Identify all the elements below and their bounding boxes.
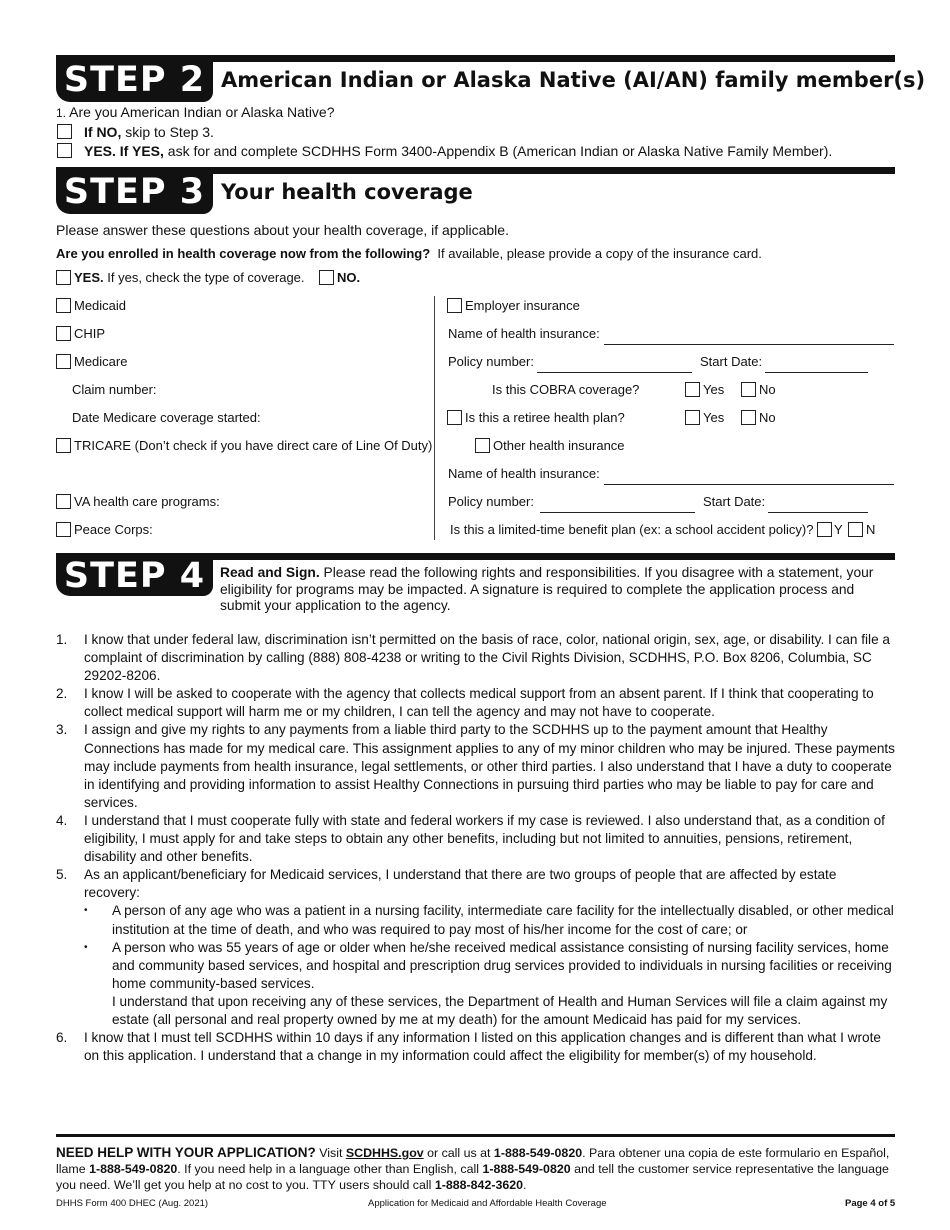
retiree-yes-label: Yes	[703, 410, 725, 425]
step2-title: American Indian or Alaska Native (AI/AN) family member(s)	[221, 68, 926, 92]
rights-list	[56, 631, 896, 1065]
coverage-yes-checkbox[interactable]	[56, 270, 71, 285]
limited-yes-checkbox[interactable]	[817, 522, 832, 537]
rights-item-1: 1. I know that under federal law, discrimination isn’t permitted on the basis of race, color, national origin, sex, age, or disability. I can file a complaint of discrimination by calling (888) 808-4238 or writing to the Civil Rights Division, SCDHHS, P.O. Box 8206, Columbia, SC 29202-8206.	[56, 632, 890, 684]
employer-label: Employer insurance	[465, 298, 580, 313]
chip-label: CHIP	[74, 326, 106, 341]
cobra-yes-label: Yes	[703, 382, 725, 397]
step3-question: Are you enrolled in health coverage now from the following? If available, please provide a copy of the insurance card.	[56, 246, 762, 261]
start-date-field-1[interactable]	[765, 372, 868, 373]
policy-number-label-2: Policy number:	[448, 494, 534, 509]
name-insurance-label-1: Name of health insurance:	[448, 326, 600, 341]
limited-plan-question: Is this a limited-time benefit plan (ex: a school accident policy)?	[450, 522, 814, 537]
footer-rule	[56, 1134, 895, 1137]
limited-yes-label: Y	[834, 522, 843, 537]
step2-yes-checkbox[interactable]	[57, 143, 72, 158]
coverage-no-label: NO.	[337, 270, 361, 285]
cobra-no-label: No	[759, 382, 776, 397]
employer-checkbox[interactable]	[447, 298, 462, 313]
page-number: Page 4 of 5	[845, 1198, 896, 1209]
coverage-yes-label: YES. If yes, check the type of coverage.	[74, 270, 305, 285]
start-date-label-1: Start Date:	[700, 354, 763, 369]
va-label: VA health care programs:	[74, 494, 220, 509]
claim-number-label: Claim number:	[72, 382, 157, 397]
step3-intro: Please answer these questions about your health coverage, if applicable.	[56, 222, 509, 238]
step3-tab: STEP 3	[56, 170, 213, 214]
policy-number-label-1: Policy number:	[448, 354, 534, 369]
rights-item-4: 4. I understand that I must cooperate fully with state and federal workers if my case is reviewed. I also understand that, as a condition of eligibility, I must apply for and take steps to obtain any other benefits, including but not limited to annuities, pensions, retirement, disability and other benefits.	[56, 812, 885, 865]
retiree-no-label: No	[759, 410, 776, 425]
limited-no-label: N	[866, 522, 876, 537]
name-insurance-field-1[interactable]	[604, 344, 894, 345]
step2-yes-label: YES. If YES, ask for and complete SCDHHS Form 3400-Appendix B (American Indian or Alaska Native Family Member).	[84, 143, 833, 159]
retiree-no-checkbox[interactable]	[741, 410, 756, 425]
policy-number-field-1[interactable]	[537, 372, 692, 373]
form-title: Application for Medicaid and Affordable Health Coverage	[368, 1198, 607, 1209]
medicaid-checkbox[interactable]	[56, 298, 71, 313]
step2-tab: STEP 2	[56, 58, 213, 102]
retiree-checkbox[interactable]	[447, 410, 462, 425]
column-divider	[434, 296, 435, 540]
name-insurance-label-2: Name of health insurance:	[448, 466, 600, 481]
rights-item-3: 3. I assign and give my rights to any payments from a liable third party to the SCDHHS up to the payment amount that Healthy Connections has made for my medical care. This assignment applies to any of my minor children who may be injured. These payments may include payments from health insurance, legal settlements, or other third parties. I also understand that I have a duty to cooperate in identifying and providing information to assist Healthy Connections in pursuing third parties who may be liable to pay for care and services.	[56, 722, 895, 810]
step4-tab: STEP 4	[56, 556, 213, 596]
step2-question: 1. Are you American Indian or Alaska Native?	[56, 104, 335, 120]
date-medicare-label: Date Medicare coverage started:	[72, 410, 261, 425]
name-insurance-field-2[interactable]	[604, 484, 894, 485]
tricare-label: TRICARE (Don’t check if you have direct care of Line Of Duty)	[74, 438, 433, 453]
limited-no-checkbox[interactable]	[848, 522, 863, 537]
start-date-label-2: Start Date:	[703, 494, 766, 509]
retiree-question: Is this a retiree health plan?	[465, 410, 625, 425]
step2-no-checkbox[interactable]	[57, 124, 72, 139]
retiree-yes-checkbox[interactable]	[685, 410, 700, 425]
peace-corps-label: Peace Corps:	[74, 522, 153, 537]
rights-item-6: 6. I know that I must tell SCDHHS within 10 days if any information I listed on this application changes and is different than what I wrote on this application. I understand that a change in my information could affect the eligibility for member(s) of my household.	[56, 1030, 881, 1064]
peace-corps-checkbox[interactable]	[56, 522, 71, 537]
coverage-no-checkbox[interactable]	[319, 270, 334, 285]
step2-no-label: If NO, skip to Step 3.	[84, 124, 214, 140]
cobra-question: Is this COBRA coverage?	[492, 382, 640, 397]
step4-intro: Read and Sign. Please read the following rights and responsibilities. If you disagree with a statement, your eligibility for programs may be impacted. A signature is required to complete the application process and submit your application to the agency.	[220, 565, 874, 613]
va-checkbox[interactable]	[56, 494, 71, 509]
cobra-no-checkbox[interactable]	[741, 382, 756, 397]
start-date-field-2[interactable]	[768, 512, 868, 513]
rights-item-5: 5. As an applicant/beneficiary for Medicaid services, I understand that there are two groups of people that are affected by estate recovery:	[56, 867, 837, 901]
cobra-yes-checkbox[interactable]	[685, 382, 700, 397]
rights-item-2: 2. I know I will be asked to cooperate with the agency that collects medical support from an absent parent. If I think that cooperating to collect medical support will harm me or my children, I can tell the agency and may not have to cooperate.	[56, 686, 874, 720]
medicare-checkbox[interactable]	[56, 354, 71, 369]
other-insurance-checkbox[interactable]	[475, 438, 490, 453]
medicaid-label: Medicaid	[74, 298, 127, 313]
form-id: DHHS Form 400 DHEC (Aug. 2021)	[56, 1198, 209, 1209]
estate-bullet-1: • A person of any age who was a patient in a nursing facility, intermediate care facility for the intellectually disabled, or other medical institution at the time of death, and who was required to pay most of his/her income for the cost of care; or	[84, 903, 894, 937]
chip-checkbox[interactable]	[56, 326, 71, 341]
other-insurance-label: Other health insurance	[493, 438, 625, 453]
step3-title: Your health coverage	[221, 180, 473, 204]
estate-bullet-2: • A person who was 55 years of age or older when he/she received medical assistance consisting of nursing facility services, home and community based services, and hospital and prescription drug services provided to individuals in nursing facilities or receiving home community-based services. I understand that upon receiving any of these services, the Department of Health and Human Services will file a claim against my estate (all personal and real property owned by me at my death) for the amount Medicaid has paid for my services.	[84, 939, 892, 1027]
medicare-label: Medicare	[74, 354, 128, 369]
policy-number-field-2[interactable]	[540, 512, 695, 513]
scdhhs-link[interactable]: SCDHHS.gov	[345, 1146, 424, 1160]
tricare-checkbox[interactable]	[56, 438, 71, 453]
help-text: NEED HELP WITH YOUR APPLICATION? Visit SCDHHS.gov or call us at 1-888-549-0820. Para obtener una copia de este formulario en Español, llame 1-888-549-0820. If you need help in a language other than English, call 1-888-549-0820 and tell the customer service representative the language you need. We’ll get you help at no cost to you. TTY users should call 1-888-842-3620.	[56, 1145, 890, 1192]
